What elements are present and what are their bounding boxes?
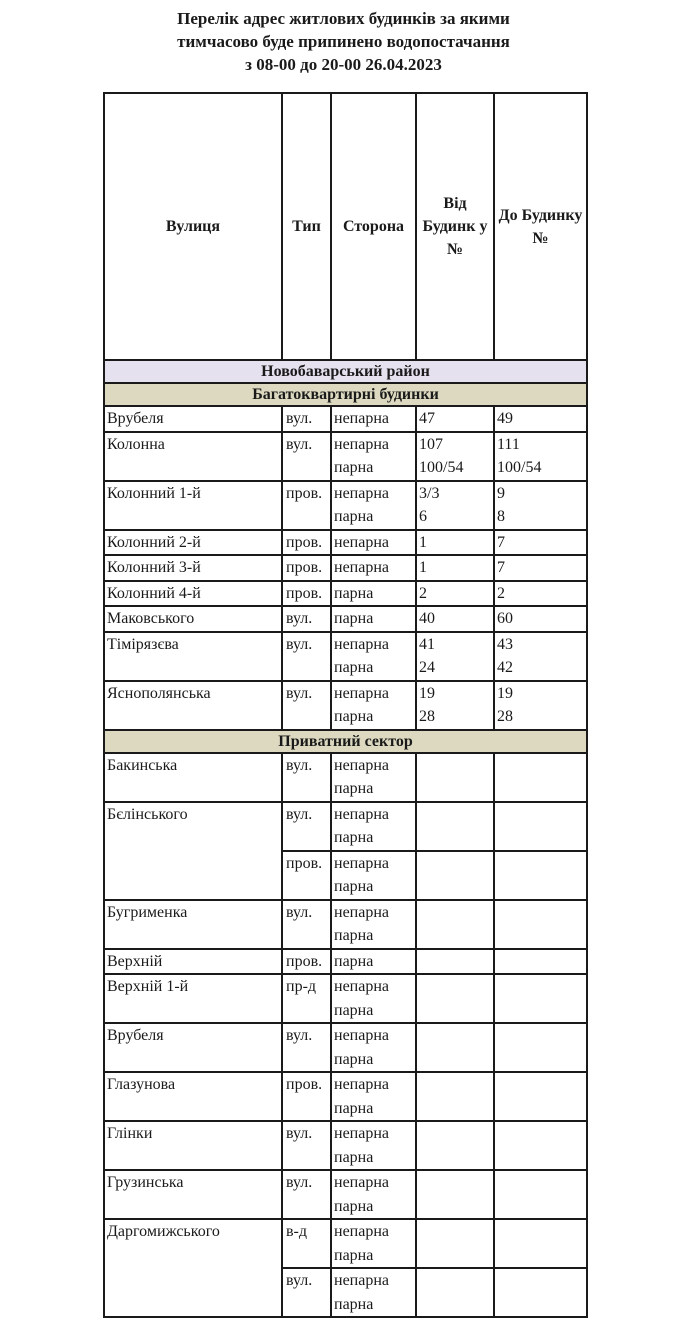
house-number xyxy=(419,826,491,850)
house-number xyxy=(497,803,584,827)
from-house-cell xyxy=(416,802,494,851)
from-house-cell xyxy=(416,530,494,556)
side-cell xyxy=(331,1121,416,1170)
house-number xyxy=(497,1171,584,1195)
side-value: парна xyxy=(334,1099,374,1117)
group-header-row xyxy=(104,730,587,753)
side-cell xyxy=(331,581,416,607)
side-value: парна xyxy=(334,780,374,797)
house-number xyxy=(497,1073,584,1097)
side-cell xyxy=(331,1023,416,1072)
side-value: парна xyxy=(334,659,374,676)
side-value: парна xyxy=(334,878,374,895)
side-value: непарна xyxy=(334,635,389,653)
table-row xyxy=(104,432,587,481)
side-value: парна xyxy=(334,1295,374,1313)
house-number xyxy=(497,1293,584,1317)
type-cell: пров. xyxy=(282,851,331,900)
from-house-cell xyxy=(416,753,494,802)
from-house-cell xyxy=(416,481,494,530)
house-number: 28 xyxy=(419,708,435,725)
header-to-house xyxy=(494,93,587,360)
table-row xyxy=(104,949,587,975)
to-house-cell xyxy=(494,681,587,730)
from-house-cell xyxy=(416,949,494,975)
house-number: 40 xyxy=(419,610,435,627)
house-number xyxy=(497,1220,584,1244)
side-value: непарна xyxy=(334,684,389,702)
to-house-cell xyxy=(494,1170,587,1219)
house-number: 49 xyxy=(497,410,513,427)
header-side: Сторона xyxy=(331,93,416,360)
house-number xyxy=(419,924,491,948)
title-line: тимчасово буде припинено водопостачання xyxy=(177,32,510,51)
side-value: непарна xyxy=(334,484,389,502)
side-value: парна xyxy=(334,610,374,627)
side-value: непарна xyxy=(334,978,389,995)
water-outage-table xyxy=(103,92,588,1318)
house-number xyxy=(497,777,584,801)
house-number: 100/54 xyxy=(419,459,464,476)
house-number: 1 xyxy=(419,533,427,551)
street-cell: Маковського xyxy=(104,606,282,632)
house-number: 2 xyxy=(497,584,505,602)
from-house-cell xyxy=(416,1121,494,1170)
to-house-cell xyxy=(494,581,587,607)
house-number: 107 xyxy=(419,435,443,453)
group-header-row xyxy=(104,383,587,406)
table-row xyxy=(104,753,587,802)
to-house-cell xyxy=(494,949,587,975)
house-number xyxy=(419,777,491,801)
street-cell: Бакинська xyxy=(104,753,282,802)
type-cell: пр-д xyxy=(282,974,331,1023)
house-number xyxy=(419,1024,491,1048)
house-number xyxy=(497,1097,584,1121)
type-cell: пров. xyxy=(282,481,331,530)
group-title: Приватний сектор xyxy=(104,730,587,753)
house-number xyxy=(497,852,584,876)
header-type: Тип xyxy=(282,93,331,360)
from-house-cell xyxy=(416,900,494,949)
house-number: 7 xyxy=(497,559,505,576)
side-value: непарна xyxy=(334,1174,389,1191)
house-number: 100/54 xyxy=(497,459,542,476)
house-number xyxy=(497,901,584,925)
type-cell: вул. xyxy=(282,1170,331,1219)
header-to-line: № xyxy=(532,229,549,247)
house-number xyxy=(497,754,584,778)
to-house-cell xyxy=(494,753,587,802)
to-house-cell xyxy=(494,432,587,481)
street-cell: Колонний 2-й xyxy=(104,530,282,556)
house-number xyxy=(419,1146,491,1170)
house-number xyxy=(497,1024,584,1048)
house-number xyxy=(497,875,584,899)
side-value: парна xyxy=(334,708,374,725)
to-house-cell xyxy=(494,481,587,530)
from-house-cell xyxy=(416,974,494,1023)
header-from-line: у № xyxy=(446,218,488,258)
type-cell: вул. xyxy=(282,606,331,632)
table-row xyxy=(104,530,587,556)
header-from-line: Будинк xyxy=(422,218,476,235)
table-row xyxy=(104,681,587,730)
side-cell xyxy=(331,606,416,632)
house-number xyxy=(419,1269,491,1293)
table-row xyxy=(104,632,587,681)
street-cell: Яснополянська xyxy=(104,681,282,730)
house-number xyxy=(497,950,584,974)
header-to-line: До xyxy=(498,206,518,224)
table-row xyxy=(104,1121,587,1170)
side-value: парна xyxy=(334,952,374,970)
table-row xyxy=(104,1072,587,1121)
to-house-cell xyxy=(494,974,587,1023)
header-from-line: Від xyxy=(443,195,467,212)
side-value: непарна xyxy=(334,756,389,774)
house-number xyxy=(497,1146,584,1170)
side-value: непарна xyxy=(334,854,389,872)
side-value: непарна xyxy=(334,1272,389,1289)
house-number: 6 xyxy=(419,508,427,525)
district-name: Новобаварський район xyxy=(104,360,587,383)
side-value: парна xyxy=(334,584,374,602)
street-cell: Грузинська xyxy=(104,1170,282,1219)
house-number xyxy=(497,999,584,1023)
from-house-cell xyxy=(416,606,494,632)
type-cell: вул. xyxy=(282,753,331,802)
street-cell: Даргомижського xyxy=(104,1219,282,1317)
from-house-cell xyxy=(416,555,494,581)
side-cell xyxy=(331,802,416,851)
from-house-cell xyxy=(416,1219,494,1268)
street-cell: Колонний 3-й xyxy=(104,555,282,581)
document-title xyxy=(0,7,687,76)
house-number: 9 xyxy=(497,484,505,502)
side-value: непарна xyxy=(334,1027,389,1044)
house-number xyxy=(419,1220,491,1244)
side-cell xyxy=(331,1268,416,1317)
house-number xyxy=(497,1269,584,1293)
to-house-cell xyxy=(494,530,587,556)
side-cell xyxy=(331,1170,416,1219)
type-cell: пров. xyxy=(282,530,331,556)
street-cell: Врубеля xyxy=(104,406,282,432)
from-house-cell xyxy=(416,1170,494,1219)
type-cell: вул. xyxy=(282,432,331,481)
to-house-cell xyxy=(494,1023,587,1072)
house-number xyxy=(419,975,491,999)
house-number: 3/3 xyxy=(419,484,440,502)
street-cell: Колонний 4-й xyxy=(104,581,282,607)
table-row xyxy=(104,1219,587,1268)
side-cell xyxy=(331,1219,416,1268)
house-number xyxy=(419,803,491,827)
side-value: парна xyxy=(334,508,374,525)
from-house-cell xyxy=(416,432,494,481)
side-cell xyxy=(331,406,416,432)
side-cell xyxy=(331,555,416,581)
side-cell xyxy=(331,753,416,802)
table-row xyxy=(104,406,587,432)
district-row xyxy=(104,360,587,383)
from-house-cell xyxy=(416,681,494,730)
house-number xyxy=(419,1097,491,1121)
to-house-cell xyxy=(494,1219,587,1268)
house-number xyxy=(419,754,491,778)
house-number xyxy=(419,1244,491,1268)
type-cell: вул. xyxy=(282,802,331,851)
table-row xyxy=(104,1023,587,1072)
house-number: 28 xyxy=(497,708,513,725)
side-value: парна xyxy=(334,1246,374,1264)
to-house-cell xyxy=(494,1072,587,1121)
street-cell: Глінки xyxy=(104,1121,282,1170)
type-cell: вул. xyxy=(282,900,331,949)
house-number: 7 xyxy=(497,533,505,551)
header-row xyxy=(104,93,587,360)
house-number xyxy=(419,1048,491,1072)
side-value: парна xyxy=(334,829,374,846)
to-house-cell xyxy=(494,555,587,581)
house-number xyxy=(497,1195,584,1219)
house-number xyxy=(419,950,491,974)
house-number xyxy=(497,1122,584,1146)
house-number: 41 xyxy=(419,635,435,653)
side-cell xyxy=(331,681,416,730)
house-number xyxy=(419,999,491,1023)
street-cell: Бєлінського xyxy=(104,802,282,900)
header-street: Вулиця xyxy=(104,93,282,360)
table-row xyxy=(104,606,587,632)
to-house-cell xyxy=(494,900,587,949)
type-cell: пров. xyxy=(282,1072,331,1121)
street-cell: Колонний 1-й xyxy=(104,481,282,530)
side-value: непарна xyxy=(334,435,389,453)
side-value: парна xyxy=(334,1197,374,1215)
street-cell: Глазунова xyxy=(104,1072,282,1121)
house-number xyxy=(419,852,491,876)
title-line: з 08-00 до 20-00 26.04.2023 xyxy=(245,55,442,74)
type-cell: вул. xyxy=(282,632,331,681)
from-house-cell xyxy=(416,581,494,607)
house-number xyxy=(497,975,584,999)
header-from-house xyxy=(416,93,494,360)
house-number xyxy=(497,924,584,948)
house-number: 19 xyxy=(419,684,435,702)
side-cell xyxy=(331,1072,416,1121)
street-cell: Тімірязєва xyxy=(104,632,282,681)
side-value: непарна xyxy=(334,1076,389,1093)
type-cell: пров. xyxy=(282,581,331,607)
type-cell: вул. xyxy=(282,406,331,432)
type-cell: вул. xyxy=(282,1121,331,1170)
side-value: парна xyxy=(334,927,374,944)
street-cell: Верхній xyxy=(104,949,282,975)
side-value: непарна xyxy=(334,559,389,576)
to-house-cell xyxy=(494,1268,587,1317)
side-value: парна xyxy=(334,1148,374,1166)
type-cell: вул. xyxy=(282,1023,331,1072)
house-number xyxy=(419,1122,491,1146)
house-number xyxy=(419,901,491,925)
side-cell xyxy=(331,432,416,481)
to-house-cell xyxy=(494,632,587,681)
house-number xyxy=(497,826,584,850)
type-cell: пров. xyxy=(282,555,331,581)
title-line: Перелік адрес житлових будинків за якими xyxy=(177,9,510,28)
house-number xyxy=(419,1293,491,1317)
street-cell: Колонна xyxy=(104,432,282,481)
side-cell xyxy=(331,949,416,975)
side-value: непарна xyxy=(334,1125,389,1142)
street-cell: Бугрименка xyxy=(104,900,282,949)
type-cell: вул. xyxy=(282,1268,331,1317)
group-title: Багатоквартирні будинки xyxy=(104,383,587,406)
side-value: непарна xyxy=(334,805,389,823)
table-row xyxy=(104,802,587,851)
house-number xyxy=(419,1171,491,1195)
house-number: 1 xyxy=(419,559,427,576)
house-number: 8 xyxy=(497,508,505,525)
to-house-cell xyxy=(494,606,587,632)
house-number xyxy=(497,1048,584,1072)
side-value: парна xyxy=(334,1001,374,1019)
house-number: 43 xyxy=(497,635,513,653)
to-house-cell xyxy=(494,406,587,432)
to-house-cell xyxy=(494,1121,587,1170)
from-house-cell xyxy=(416,1072,494,1121)
side-value: непарна xyxy=(334,903,389,921)
table-row xyxy=(104,1170,587,1219)
side-value: непарна xyxy=(334,410,389,427)
side-cell xyxy=(331,481,416,530)
type-cell: пров. xyxy=(282,949,331,975)
side-value: парна xyxy=(334,459,374,476)
table-row xyxy=(104,555,587,581)
side-cell xyxy=(331,974,416,1023)
house-number: 60 xyxy=(497,610,513,627)
from-house-cell xyxy=(416,406,494,432)
to-house-cell xyxy=(494,802,587,851)
house-number: 42 xyxy=(497,659,513,676)
street-cell: Врубеля xyxy=(104,1023,282,1072)
house-number xyxy=(497,1244,584,1268)
table-row xyxy=(104,974,587,1023)
side-cell xyxy=(331,900,416,949)
side-value: парна xyxy=(334,1050,374,1068)
house-number: 111 xyxy=(497,435,520,453)
side-value: непарна xyxy=(334,1223,389,1240)
house-number xyxy=(419,1195,491,1219)
type-cell: вул. xyxy=(282,681,331,730)
table-row xyxy=(104,900,587,949)
to-house-cell xyxy=(494,851,587,900)
from-house-cell xyxy=(416,1023,494,1072)
side-value: непарна xyxy=(334,533,389,551)
house-number xyxy=(419,1073,491,1097)
house-number: 19 xyxy=(497,684,513,702)
house-number: 2 xyxy=(419,584,427,602)
table-row xyxy=(104,481,587,530)
table-row xyxy=(104,581,587,607)
side-cell xyxy=(331,632,416,681)
side-cell xyxy=(331,851,416,900)
house-number: 24 xyxy=(419,659,435,676)
type-cell: в-д xyxy=(282,1219,331,1268)
header-to-line: Будинку xyxy=(521,206,583,224)
from-house-cell xyxy=(416,851,494,900)
side-cell xyxy=(331,530,416,556)
from-house-cell xyxy=(416,1268,494,1317)
street-cell: Верхній 1-й xyxy=(104,974,282,1023)
house-number: 47 xyxy=(419,410,435,427)
from-house-cell xyxy=(416,632,494,681)
house-number xyxy=(419,875,491,899)
